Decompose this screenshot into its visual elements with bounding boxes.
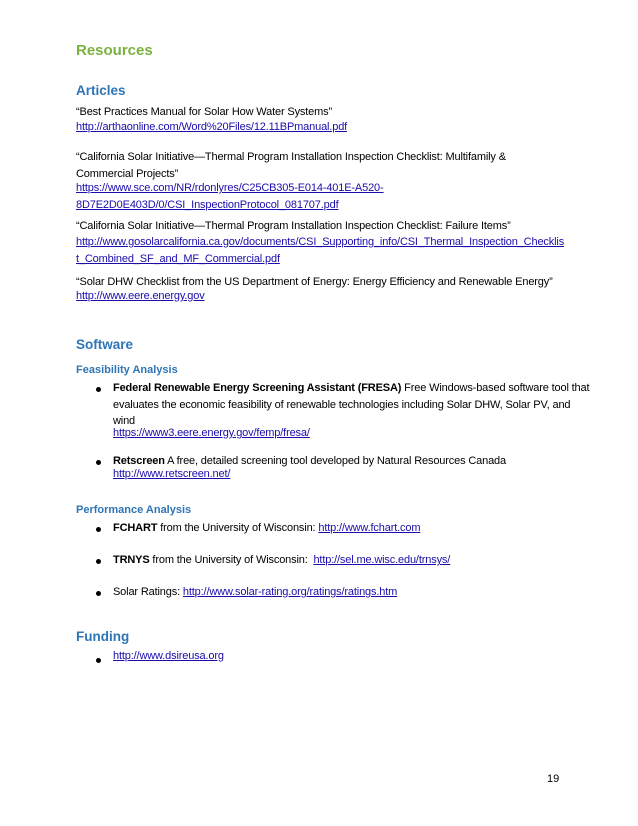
- article-link[interactable]: https://www.sce.com/NR/rdonlyres/C25CB305-E014-401E-A520-: [76, 182, 384, 194]
- software-link[interactable]: http://www.solar-rating.org/ratings/ratings.htm: [182, 586, 398, 598]
- article-title: Commercial Projects”: [76, 168, 179, 180]
- bullet-icon: [96, 387, 101, 392]
- software-description: from the University of Wisconsin:: [157, 522, 319, 534]
- software-heading: Software: [76, 337, 134, 352]
- software-description: wind: [113, 415, 136, 427]
- software-link[interactable]: http://sel.me.wisc.edu/trnsys/: [313, 554, 451, 566]
- resources-heading: Resources: [76, 42, 153, 59]
- bullet-icon: [96, 591, 101, 596]
- article-link[interactable]: http://www.eere.energy.gov: [76, 290, 205, 302]
- article-link[interactable]: 8D7E2D0E403D/0/CSI_InspectionProtocol_081707.pdf: [76, 199, 339, 211]
- article-link[interactable]: http://arthaonline.com/Word%20Files/12.11BPmanual.pdf: [76, 121, 348, 133]
- software-name: TRNYS: [113, 554, 150, 566]
- software-description: Solar Ratings:: [113, 586, 183, 598]
- software-description: evaluates the economic feasibility of renewable technologies including Solar DHW, Solar PV, and: [113, 399, 571, 411]
- article-title: “California Solar Initiative—Thermal Program Installation Inspection Checklist: Failure Items”: [76, 220, 511, 232]
- feasibility-heading: Feasibility Analysis: [76, 364, 178, 376]
- page-number: 19: [547, 773, 560, 785]
- list-item: [113, 552, 450, 569]
- article-title: “California Solar Initiative—Thermal Program Installation Inspection Checklist: Multifamily &: [76, 151, 506, 163]
- performance-heading: Performance Analysis: [76, 504, 192, 516]
- funding-link[interactable]: http://www.dsireusa.org: [113, 650, 224, 662]
- bullet-icon: [96, 559, 101, 564]
- article-title: “Best Practices Manual for Solar How Water Systems”: [76, 106, 333, 118]
- funding-heading: Funding: [76, 629, 130, 644]
- software-description: A free, detailed screening tool developed by Natural Resources Canada: [164, 455, 506, 467]
- bullet-icon: [96, 527, 101, 532]
- software-description: from the University of Wisconsin:: [149, 554, 314, 566]
- articles-heading: Articles: [76, 83, 126, 98]
- bullet-icon: [96, 658, 101, 663]
- list-item: [113, 584, 397, 601]
- article-link[interactable]: http://www.gosolarcalifornia.ca.gov/documents/CSI_Supporting_info/CSI_Thermal_Inspection_Checklis: [76, 236, 565, 248]
- article-title: “Solar DHW Checklist from the US Department of Energy: Energy Efficiency and Renewable Energy”: [76, 276, 553, 288]
- list-item: [113, 520, 420, 537]
- article-link[interactable]: t_Combined_SF_and_MF_Commercial.pdf: [76, 253, 280, 265]
- software-description: Free Windows-based software tool that: [401, 382, 590, 394]
- software-name: Federal Renewable Energy Screening Assistant (FRESA): [113, 382, 402, 394]
- software-link[interactable]: http://www.retscreen.net/: [113, 468, 231, 480]
- bullet-icon: [96, 460, 101, 465]
- software-link[interactable]: https://www3.eere.energy.gov/femp/fresa/: [113, 427, 310, 439]
- software-name: Retscreen: [113, 455, 165, 467]
- list-item: [113, 380, 589, 397]
- software-link[interactable]: http://www.fchart.com: [318, 522, 421, 534]
- software-name: FCHART: [113, 522, 158, 534]
